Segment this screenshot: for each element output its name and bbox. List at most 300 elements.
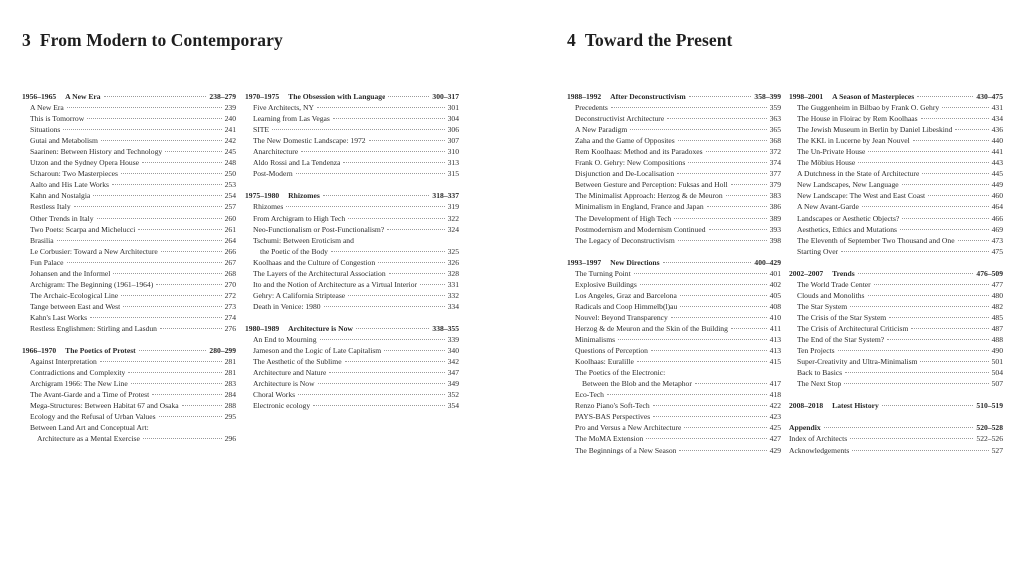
entry-title: Saarinen: Between History and Technology [30, 147, 163, 157]
entry-page: 386 [769, 202, 781, 212]
entry-title: The Guggenheim in Bilbao by Frank O. Gehry [797, 103, 940, 113]
entry-page: 490 [991, 346, 1003, 356]
entry-title: The Crisis of Architectural Criticism [797, 323, 909, 333]
entry-page: 296 [224, 434, 236, 444]
entry-page: 440 [991, 136, 1003, 146]
entry-page: 359 [769, 103, 781, 113]
dot-leader [646, 438, 766, 439]
entry-title: Gehry: A California Striptease [253, 290, 346, 300]
dot-leader [850, 438, 973, 439]
entry-page: 254 [224, 191, 236, 201]
dot-leader [921, 118, 989, 119]
toc-entry [22, 400, 236, 411]
entry-page: 449 [991, 180, 1003, 190]
dot-leader [680, 306, 766, 307]
dot-leader [845, 372, 988, 373]
entry-title: Renzo Piano's Soft-Tech [575, 401, 650, 411]
dot-leader [317, 107, 445, 108]
dot-leader [356, 328, 430, 329]
dot-leader [313, 405, 444, 406]
entry-title: Contradictions and Complexity [30, 368, 126, 378]
toc-entry [567, 411, 781, 422]
toc-entry [789, 201, 1003, 212]
dot-leader [301, 151, 444, 152]
dot-leader [630, 129, 766, 130]
section-title: Trends [832, 268, 855, 278]
toc-entry [567, 224, 781, 235]
entry-page: 413 [769, 335, 781, 345]
entry-page: 307 [447, 136, 459, 146]
dot-leader [156, 284, 221, 285]
dot-leader [911, 328, 988, 329]
entry-page: 270 [224, 279, 236, 289]
dot-leader [667, 118, 766, 119]
dot-leader [640, 284, 767, 285]
entry-page: 363 [769, 114, 781, 124]
toc-entry [22, 257, 236, 268]
entry-title: Precedents [575, 103, 608, 113]
entry-page: 365 [769, 125, 781, 135]
section-title: The Obsession with Language [288, 92, 386, 101]
toc-entry [22, 146, 236, 157]
toc-entry [567, 179, 781, 190]
dot-leader [695, 383, 767, 384]
dot-leader [707, 206, 767, 207]
toc-entry [789, 367, 1003, 378]
section-heading [567, 257, 781, 268]
toc-entry [567, 301, 781, 312]
dot-leader [90, 317, 221, 318]
dot-leader [677, 173, 766, 174]
entry-page: 501 [991, 357, 1003, 367]
entry-title: Deconstructivist Architecture [575, 114, 665, 124]
entry-title: Radicals and Coop Himmelb(l)au [575, 301, 678, 311]
entry-page: 423 [769, 412, 781, 422]
toc-entry [22, 279, 236, 290]
entry-title: Koolhaas: Euralille [575, 357, 634, 367]
entry-title: Choral Works [253, 390, 296, 400]
entry-title: Landscapes or Aesthetic Objects? [797, 213, 900, 223]
dot-leader [121, 295, 221, 296]
entry-title: Koolhaas and the Culture of Congestion [253, 257, 376, 267]
entry-page: 274 [224, 312, 236, 322]
entry-title: The Eleventh of September Two Thousand and One [797, 235, 955, 245]
entry-title: Los Angeles, Graz and Barcelona [575, 290, 677, 300]
dot-leader [63, 129, 221, 130]
toc-column-4 [789, 91, 1003, 467]
toc-entry [245, 257, 459, 268]
toc-entry [22, 268, 236, 279]
toc-section [567, 91, 781, 246]
dot-leader [87, 118, 221, 119]
dot-leader [653, 405, 767, 406]
entry-title: A New Paradigm [575, 125, 628, 135]
entry-page: 295 [224, 412, 236, 422]
section-page-range: 280–299 [209, 346, 236, 356]
entry-page: 393 [769, 224, 781, 234]
dot-leader [868, 295, 989, 296]
entry-page: 301 [447, 103, 459, 113]
dot-leader [651, 350, 767, 351]
entry-page: 342 [447, 357, 459, 367]
entry-page: 389 [769, 213, 781, 223]
entry-title: Index of Architects [789, 434, 848, 444]
dot-leader [67, 262, 222, 263]
dot-leader [671, 317, 767, 318]
dot-leader [369, 140, 445, 141]
entry-title: Gutai and Metabolism [30, 136, 98, 146]
dot-leader [841, 251, 988, 252]
entry-page: 241 [224, 125, 236, 135]
entry-page: 276 [224, 323, 236, 333]
entry-title: the Poetic of the Body [260, 246, 328, 256]
toc-entry [245, 400, 459, 411]
entry-page: 325 [447, 246, 459, 256]
toc-entry [245, 124, 459, 135]
dot-leader [420, 284, 445, 285]
entry-title: Rhizomes [253, 202, 284, 212]
entry-title: An End to Mourning [253, 335, 317, 345]
toc-entry [245, 246, 459, 257]
entry-title: From Archigram to High Tech [253, 213, 346, 223]
toc-entry [567, 433, 781, 444]
entry-page: 253 [224, 180, 236, 190]
toc-entry [245, 345, 459, 356]
toc-entry [567, 356, 781, 367]
entry-title: Starting Over [797, 246, 839, 256]
toc-entry [789, 445, 1003, 456]
dot-leader [182, 405, 222, 406]
entry-title: Acknowledgements [789, 445, 850, 455]
entry-page: 281 [224, 368, 236, 378]
entry-title: Zaha and the Game of Opposites [575, 136, 675, 146]
toc-entry [22, 312, 236, 323]
section-title: After Deconstructivism [610, 92, 686, 101]
toc-entry [567, 422, 781, 433]
dot-leader [101, 140, 222, 141]
toc-entry [245, 213, 459, 224]
entry-page: 328 [447, 268, 459, 278]
toc-section [789, 422, 1003, 455]
dot-leader [131, 383, 222, 384]
dot-leader [128, 372, 221, 373]
entry-page: 315 [447, 169, 459, 179]
dot-leader [678, 240, 767, 241]
entry-title: The Archaic-Ecological Line [30, 290, 119, 300]
entry-page: 257 [224, 202, 236, 212]
section-heading [245, 91, 459, 102]
dot-leader [917, 96, 973, 97]
entry-title: Tschumi: Between Eroticism and [253, 235, 354, 245]
entry-title: Questions of Perception [575, 346, 648, 356]
entry-title: Ten Projects [797, 346, 835, 356]
entry-page: 339 [447, 335, 459, 345]
dot-leader [138, 229, 221, 230]
toc-entry [789, 168, 1003, 179]
dot-leader [329, 372, 444, 373]
dot-leader [726, 195, 767, 196]
dot-leader [618, 339, 767, 340]
entry-title: New Landscape: The West and East Coast [797, 191, 926, 201]
toc-entry [245, 135, 459, 146]
entry-title: Brasilia [30, 235, 54, 245]
dot-leader [323, 195, 430, 196]
toc-entry [567, 400, 781, 411]
entry-page: 273 [224, 301, 236, 311]
toc-entry [245, 224, 459, 235]
section-heading [789, 400, 1003, 411]
entry-page: 349 [447, 379, 459, 389]
entry-title: Pro and Versus a New Architecture [575, 423, 682, 433]
entry-page: 522–526 [976, 434, 1003, 444]
dot-leader [902, 184, 989, 185]
entry-title: The Crisis of the Star System [797, 312, 887, 322]
toc-entry [567, 378, 781, 389]
entry-page: 383 [769, 191, 781, 201]
entry-title: Ito and the Notion of Architecture as a Virtual Interior [253, 279, 418, 289]
entry-page: 475 [991, 246, 1003, 256]
entry-title: Architecture and Nature [253, 368, 327, 378]
entry-page: 441 [991, 147, 1003, 157]
section-page-range: 510–519 [976, 401, 1003, 411]
toc-entry [789, 334, 1003, 345]
toc-column-1 [22, 91, 236, 456]
entry-title: A New Era [30, 103, 64, 113]
section-page-range: 238–279 [209, 92, 236, 101]
dot-leader [143, 438, 222, 439]
toc-section [789, 268, 1003, 390]
toc-entry [245, 157, 459, 168]
toc-entry [789, 190, 1003, 201]
section-years: 2002–2007 [789, 268, 824, 278]
entry-title: Minimalisms [575, 335, 616, 345]
toc-entry [22, 157, 236, 168]
toc-entry [567, 157, 781, 168]
toc-entry [22, 290, 236, 301]
entry-page: 288 [224, 401, 236, 411]
entry-page: 415 [769, 357, 781, 367]
toc-entry [245, 389, 459, 400]
entry-page: 268 [224, 268, 236, 278]
entry-page: 460 [991, 191, 1003, 201]
dot-leader [653, 416, 766, 417]
section-heading [567, 91, 781, 102]
entry-page: 466 [991, 213, 1003, 223]
entry-title: Five Architects, NY [253, 103, 314, 113]
entry-title: Kahn's Last Works [30, 312, 88, 322]
entry-title: The Poetics of the Electronic: [575, 368, 666, 378]
dot-leader [348, 295, 444, 296]
entry-title: Anarchitecture [253, 147, 299, 157]
dot-leader [320, 339, 445, 340]
entry-title: Death in Venice: 1980 [253, 301, 321, 311]
entry-page: 272 [224, 290, 236, 300]
entry-title: Disjunction and De-Localisation [575, 169, 675, 179]
entry-page: 488 [991, 335, 1003, 345]
toc-entry [22, 190, 236, 201]
entry-page: 313 [447, 158, 459, 168]
dot-leader [296, 173, 445, 174]
entry-title: Clouds and Monoliths [797, 290, 865, 300]
dot-leader [913, 140, 989, 141]
toc-entry [22, 213, 236, 224]
entry-title: Mega-Structures: Between Habitat 67 and Osaka [30, 401, 179, 411]
dot-leader [680, 295, 767, 296]
toc-entry [567, 312, 781, 323]
dot-leader [958, 240, 989, 241]
toc-column-2 [245, 91, 459, 422]
entry-title: A New Avant-Garde [797, 202, 859, 212]
dot-leader [679, 450, 766, 451]
dot-leader [674, 218, 766, 219]
dot-leader [378, 262, 444, 263]
toc-entry [789, 157, 1003, 168]
toc-entry [22, 301, 236, 312]
toc-entry [22, 224, 236, 235]
entry-page: 354 [447, 401, 459, 411]
dot-leader [161, 251, 222, 252]
toc-entry [567, 279, 781, 290]
entry-title: Fun Palace [30, 257, 64, 267]
dot-leader [709, 229, 767, 230]
entry-title: The World Trade Center [797, 279, 871, 289]
entry-page: 408 [769, 301, 781, 311]
section-heading [22, 345, 236, 356]
toc-entry [245, 290, 459, 301]
dot-leader [858, 162, 988, 163]
section-title: Appendix [789, 423, 821, 433]
dot-leader [607, 394, 767, 395]
entry-page: 527 [991, 445, 1003, 455]
dot-leader [159, 416, 222, 417]
toc-entry [789, 135, 1003, 146]
entry-page: 306 [447, 125, 459, 135]
dot-leader [887, 339, 989, 340]
toc-section [245, 91, 459, 179]
dot-leader [706, 151, 767, 152]
dot-leader [684, 427, 766, 428]
dot-leader [142, 162, 222, 163]
entry-title: Frank O. Gehry: New Compositions [575, 158, 686, 168]
toc-entry [245, 201, 459, 212]
toc-entry [22, 102, 236, 113]
toc-entry [567, 213, 781, 224]
section-years: 1998–2001 [789, 92, 824, 101]
dot-leader [862, 206, 989, 207]
dot-leader [663, 262, 752, 263]
entry-title: Between Land Art and Conceptual Art: [30, 423, 149, 433]
toc-entry [22, 356, 236, 367]
toc-entry [789, 345, 1003, 356]
section-years: 1970–1975 [245, 92, 280, 101]
entry-title: The Layers of the Architectural Association [253, 268, 386, 278]
entry-title: PAYS-BAS Perspectives [575, 412, 651, 422]
dot-leader [165, 151, 221, 152]
dot-leader [731, 328, 767, 329]
entry-page: 332 [447, 290, 459, 300]
dot-leader [689, 96, 752, 97]
dot-leader [688, 162, 766, 163]
dot-leader [343, 162, 444, 163]
entry-title: Tange between East and West [30, 301, 121, 311]
entry-page: 504 [991, 368, 1003, 378]
section-heading [245, 190, 459, 201]
section-years: 1980–1989 [245, 323, 280, 333]
toc-entry [245, 235, 459, 246]
entry-page: 310 [447, 147, 459, 157]
entry-title: Two Poets: Scarpa and Michelucci [30, 224, 136, 234]
entry-page: 482 [991, 301, 1003, 311]
dot-leader [112, 184, 222, 185]
entry-title: Le Corbusier: Toward a New Architecture [30, 246, 158, 256]
entry-title: The House in Floirac by Rem Koolhaas [797, 114, 918, 124]
dot-leader [389, 273, 445, 274]
section-page-range: 520–528 [976, 423, 1003, 433]
toc-entry [567, 268, 781, 279]
entry-page: 242 [224, 136, 236, 146]
section-heading [22, 91, 236, 102]
dot-leader [160, 328, 222, 329]
entry-page: 401 [769, 268, 781, 278]
dot-leader [731, 184, 767, 185]
toc-section [22, 345, 236, 444]
dot-leader [324, 306, 445, 307]
entry-page: 429 [769, 445, 781, 455]
entry-title: Aesthetics, Ethics and Mutations [797, 224, 897, 234]
part-title: Toward the Present [584, 30, 733, 50]
section-years: 1956–1965 [22, 92, 57, 101]
entry-title: This is Tomorrow [30, 114, 85, 124]
dot-leader [844, 383, 988, 384]
entry-title: Nouvel: Beyond Transparency [575, 312, 668, 322]
dot-leader [852, 450, 988, 451]
entry-page: 324 [447, 224, 459, 234]
toc-entry [789, 179, 1003, 190]
section-title: Architecture is Now [288, 323, 353, 333]
entry-title: Restless Englishmen: Stirling and Lasdun [30, 323, 157, 333]
entry-title: Utzon and the Sydney Opera House [30, 158, 140, 168]
entry-page: 473 [991, 235, 1003, 245]
entry-title: Between the Blob and the Metaphor [582, 379, 692, 389]
section-title: Rhizomes [288, 191, 320, 201]
entry-page: 239 [224, 103, 236, 113]
toc-entry [245, 301, 459, 312]
toc-entry [567, 290, 781, 301]
entry-page: 379 [769, 180, 781, 190]
dot-leader [388, 96, 429, 97]
entry-page: 410 [769, 312, 781, 322]
entry-page: 281 [224, 357, 236, 367]
toc-entry [245, 268, 459, 279]
dot-leader [74, 206, 222, 207]
entry-title: The Development of High Tech [575, 213, 672, 223]
entry-title: The Jewish Museum in Berlin by Daniel Libeskind [797, 125, 953, 135]
toc-entry [789, 301, 1003, 312]
dot-leader [838, 350, 989, 351]
dot-leader [882, 405, 974, 406]
entry-page: 240 [224, 114, 236, 124]
section-heading [789, 268, 1003, 279]
entry-title: Johansen and the Informel [30, 268, 111, 278]
section-title: New Directions [610, 257, 660, 267]
dot-leader [139, 350, 207, 351]
entry-page: 374 [769, 158, 781, 168]
entry-page: 340 [447, 346, 459, 356]
entry-title: Archigram: The Beginning (1961–1964) [30, 279, 154, 289]
entry-title: The Beginnings of a New Season [575, 445, 677, 455]
toc-entry [245, 378, 459, 389]
toc-entry [567, 445, 781, 456]
